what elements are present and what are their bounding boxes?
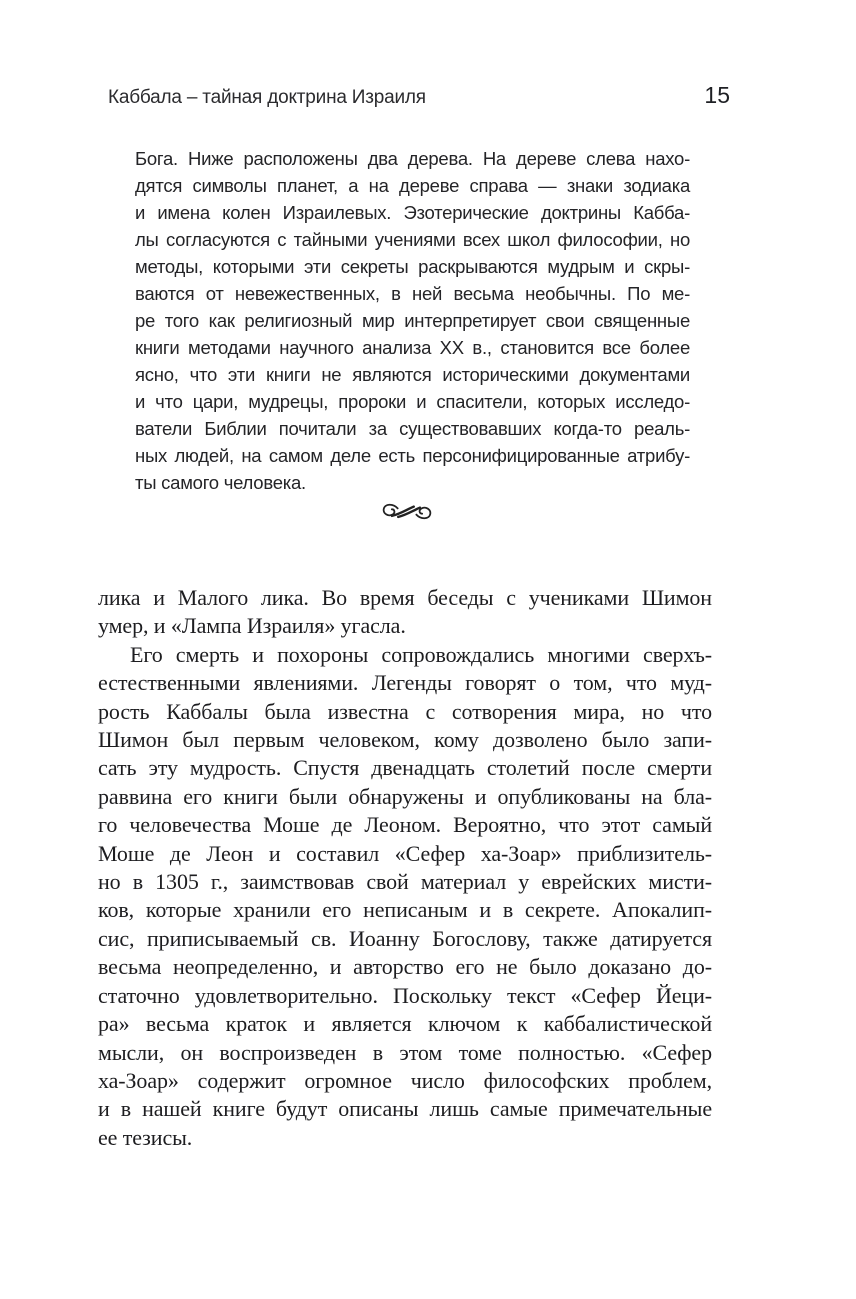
text-line: и что цари, мудрецы, пророки и спасители, которых исследо- bbox=[135, 391, 690, 412]
text-line: статочно удовлетворительно. Поскольку текст «Сефер Йеци- bbox=[98, 982, 712, 1008]
text-line: ха-Зоар» содержит огромное число философских проблем, bbox=[98, 1067, 712, 1093]
text-line: но в 1305 г., заимствовав свой материал у еврейских мисти- bbox=[98, 869, 712, 895]
text-line: го человечества Моше де Леоном. Вероятно, что этот самый bbox=[98, 812, 712, 838]
section-divider bbox=[380, 500, 434, 523]
text-line: книги методами научного анализа XX в., становится все более bbox=[135, 337, 690, 358]
text-line: ты самого человека. bbox=[135, 472, 306, 493]
text-line: раввина его книги были обнаружены и опубликованы на бла- bbox=[98, 783, 712, 809]
text-line: методы, которыми эти секреты раскрываются мудрым и скры- bbox=[135, 256, 690, 277]
text-line: умер, и «Лампа Израиля» угасла. bbox=[98, 613, 406, 639]
figure-caption-block bbox=[135, 145, 690, 496]
page-header bbox=[108, 82, 730, 109]
text-line: Бога. Ниже расположены два дерева. На дереве слева нахо- bbox=[135, 148, 690, 169]
text-line: Шимон был первым человеком, кому дозволено было запи- bbox=[98, 727, 712, 753]
text-line: ваются от невежественных, в ней весьма необычны. По ме- bbox=[135, 283, 690, 304]
text-line: мысли, он воспроизведен в этом томе полностью. «Сефер bbox=[98, 1039, 712, 1065]
running-title: Каббала – тайная доктрина Израиля bbox=[108, 87, 426, 108]
text-line: ватели Библии почитали за существовавших когда-то реаль- bbox=[135, 418, 690, 439]
text-line: ее тезисы. bbox=[98, 1124, 193, 1150]
text-line: ра» весьма краток и является ключом к каббалистической bbox=[98, 1011, 712, 1037]
text-line: рость Каббалы была известна с сотворения мира, но что bbox=[98, 698, 712, 724]
text-line: ных людей, на самом деле есть персонифицированные атрибу- bbox=[135, 445, 690, 466]
text-line: лика и Малого лика. Во время беседы с учениками Шимон bbox=[98, 585, 712, 610]
text-line: Моше де Леон и составил «Сефер ха-Зоар» приблизитель- bbox=[98, 840, 712, 866]
text-line: лы согласуются с тайными учениями всех школ философии, но bbox=[135, 229, 690, 250]
text-line: и в нашей книге будут описаны лишь самые примечательные bbox=[98, 1096, 712, 1122]
text-line: ре того как религиозный мир интерпретирует свои священные bbox=[135, 310, 690, 331]
text-line: дятся символы планет, а на дереве справа — знаки зодиака bbox=[135, 175, 690, 196]
body-text-block bbox=[98, 584, 712, 1152]
text-line: сис, приписываемый св. Иоанну Богослову, также датируется bbox=[98, 925, 712, 951]
text-line: Его смерть и похороны сопровождались многими сверхъ- bbox=[130, 641, 712, 667]
swash-divider-icon bbox=[380, 500, 434, 523]
text-line: весьма неопределенно, и авторство его не было доказано до- bbox=[98, 954, 712, 980]
text-line: естественными явлениями. Легенды говорят о том, что муд- bbox=[98, 670, 712, 696]
page-number: 15 bbox=[704, 82, 730, 108]
text-line: и имена колен Израилевых. Эзотерические доктрины Кабба- bbox=[135, 202, 690, 223]
text-line: ков, которые хранили его неписаным и в секрете. Апокалип- bbox=[98, 897, 712, 923]
text-line: сать эту мудрость. Спустя двенадцать столетий после смерти bbox=[98, 755, 712, 781]
text-line: ясно, что эти книги не являются историческими документами bbox=[135, 364, 690, 385]
